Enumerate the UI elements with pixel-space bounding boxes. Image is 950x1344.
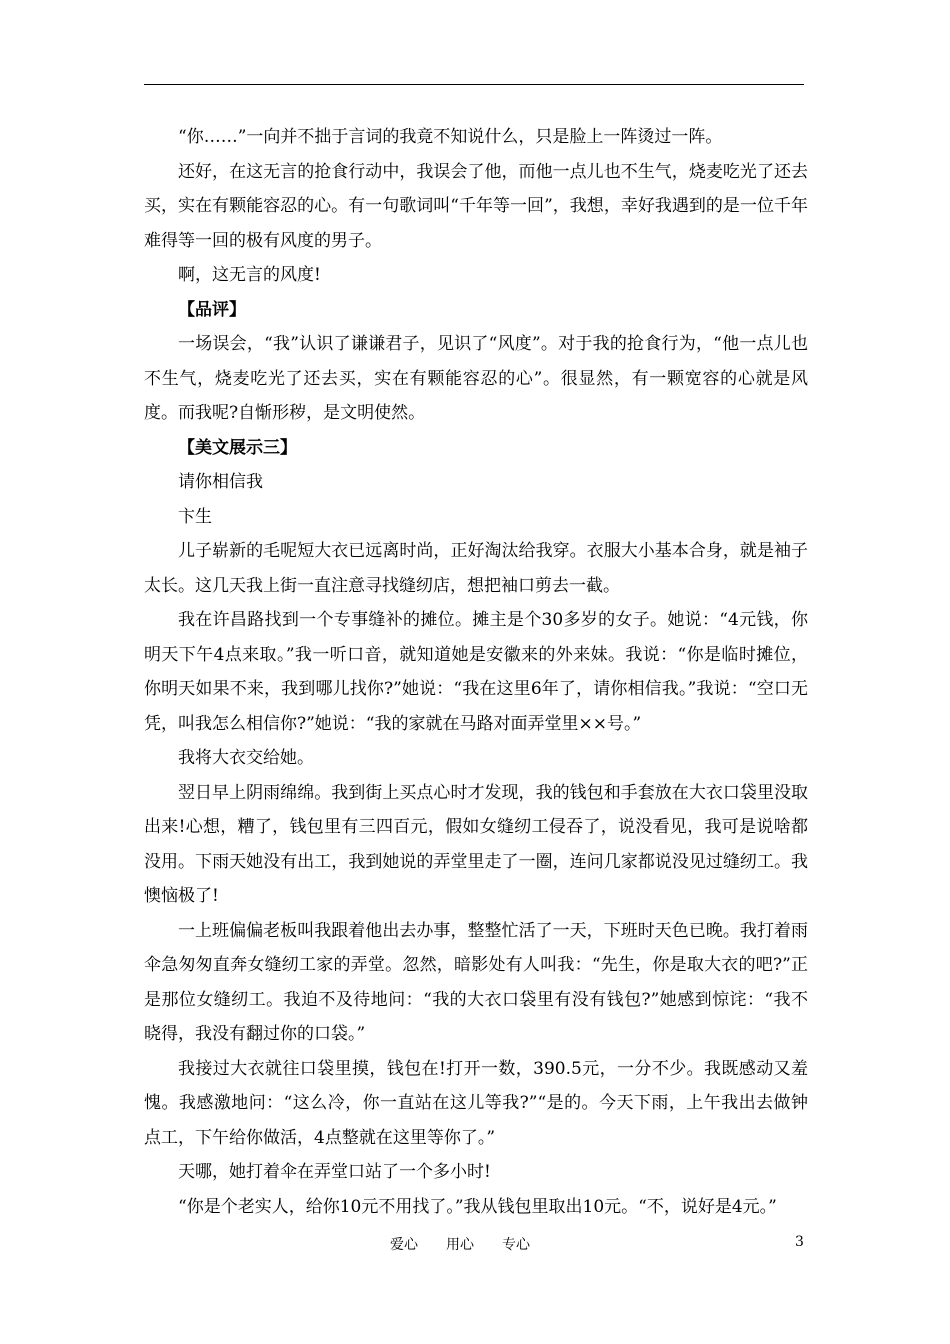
paragraph: 一场误会，“我”认识了谦谦君子，见识了“风度”。对于我的抢食行为，“他一点儿也不生气，烧麦吃光了还去买，实在有颗能容忍的心”。很显然，有一颗宽容的心就是风度。而我呢?自惭形秽，是文明使然。 <box>144 334 808 423</box>
paragraph: 天哪，她打着伞在弄堂口站了一个多小时! <box>178 1162 491 1182</box>
header-rule <box>144 84 804 85</box>
paragraph: “你……”一向并不拙于言词的我竟不知说什么，只是脸上一阵烫过一阵。 <box>178 127 723 147</box>
motto-effort: 用心 <box>446 1237 474 1253</box>
paragraph: 啊，这无言的风度! <box>178 265 321 285</box>
section-heading: 【美文展示三】 <box>178 437 297 458</box>
paragraph: 还好，在这无言的抢食行动中，我误会了他，而他一点儿也不生气，烧麦吃光了还去买，实在有颗能容忍的心。有一句歌词叫“千年等一回”，我想，幸好我遇到的是一位千年难得等一回的极有风度的男子。 <box>144 161 808 251</box>
paragraph: 请你相信我 <box>178 472 263 492</box>
paragraph: 我在许昌路找到一个专事缝补的摊位。摊主是个30多岁的女子。她说：“4元钱，你明天下午4点来取。”我一听口音，就知道她是安徽来的外来妹。我说：“你是临时摊位，你明天如果不来，我到哪儿找你?”她说：“我在这里6年了，请你相信我。”我说：“空口无凭，叫我怎么相信你?”她说：“我的家就在马路对面弄堂里××号。” <box>144 610 808 734</box>
document-body <box>144 120 808 1224</box>
paragraph: 我将大衣交给她。 <box>178 748 314 768</box>
motto-focus: 专心 <box>502 1237 530 1253</box>
section-heading: 【品评】 <box>178 299 246 320</box>
paragraph: 翌日早上阴雨绵绵。我到街上买点心时才发现，我的钱包和手套放在大衣口袋里没取出来!心想，糟了，钱包里有三四百元，假如女缝纫工侵吞了，说没看见，我可是说啥都没用。下雨天她没有出工，我到她说的弄堂里走了一圈，连问几家都说没见过缝纫工。我懊恼极了! <box>144 782 808 906</box>
paragraph: 一上班偏偏老板叫我跟着他出去办事，整整忙活了一天，下班时天色已晚。我打着雨伞急匆匆直奔女缝纫工家的弄堂。忽然，暗影处有人叫我：“先生，你是取大衣的吧?”正是那位女缝纫工。我迫不及待地问：“我的大衣口袋里有没有钱包?”她感到惊诧：“我不晓得，我没有翻过你的口袋。” <box>144 920 808 1044</box>
page-number: 3 <box>795 1234 804 1250</box>
paragraph: 儿子崭新的毛呢短大衣已远离时尚，正好淘汰给我穿。衣服大小基本合身，就是袖子太长。这几天我上街一直注意寻找缝纫店，想把袖口剪去一截。 <box>144 541 808 596</box>
motto-love: 爱心 <box>390 1237 418 1253</box>
paragraph: 我接过大衣就往口袋里摸，钱包在!打开一数，390.5元，一分不少。我既感动又羞愧。我感激地问：“这么冷，你一直站在这儿等我?”“是的。今天下雨，上午我出去做钟点工，下午给你做活，4点整就在这里等你了。” <box>144 1058 808 1148</box>
footer-motto <box>390 1234 558 1254</box>
paragraph: “你是个老实人，给你10元不用找了。”我从钱包里取出10元。“不，说好是4元。” <box>178 1196 777 1217</box>
paragraph: 卞生 <box>178 506 212 527</box>
